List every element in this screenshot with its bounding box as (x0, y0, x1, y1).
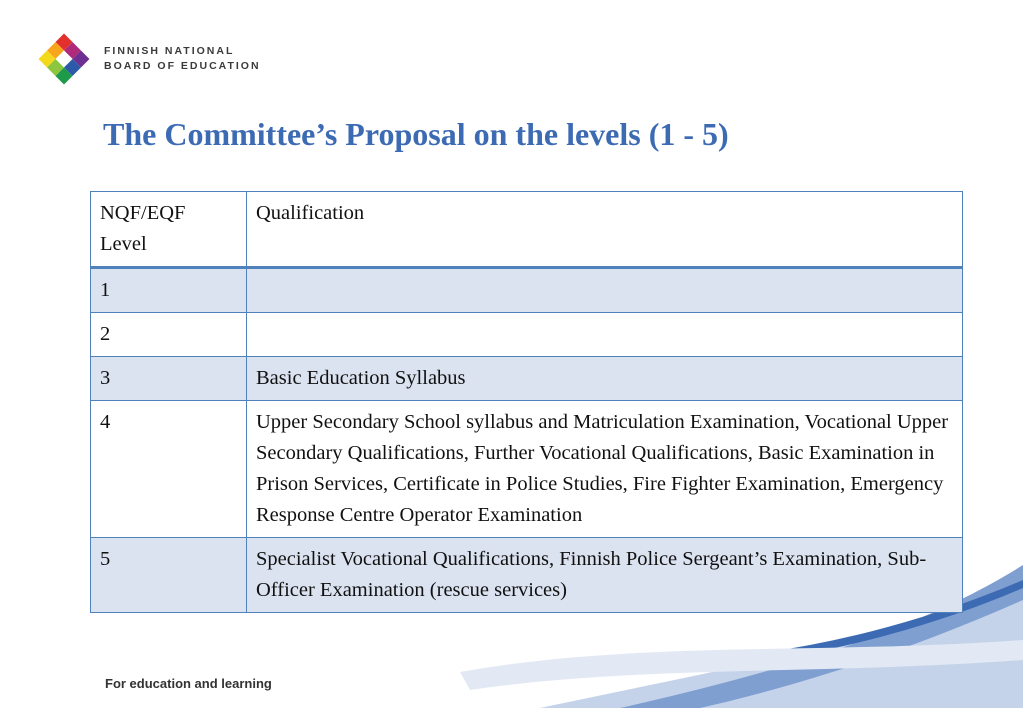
qualification-cell (247, 268, 963, 313)
level-cell: 1 (91, 268, 247, 313)
footer-tagline: For education and learning (105, 676, 272, 691)
qualification-cell: Basic Education Syllabus (247, 357, 963, 401)
fnbe-logo-icon (34, 31, 94, 87)
qualification-cell (247, 313, 963, 357)
org-line-2: BOARD OF EDUCATION (104, 60, 261, 72)
table-row (91, 313, 963, 357)
header-level: NQF/EQF Level (91, 192, 247, 268)
levels-table (90, 191, 963, 613)
table-header-row (91, 192, 963, 268)
level-cell: 2 (91, 313, 247, 357)
qualification-cell: Upper Secondary School syllabus and Matriculation Examination, Vocational Upper Secondary Qualifications, Further Vocational Qualifications, Basic Examination in Prison Services, Certificate in Police Studies, Fire Fighter Examination, Emergency Response Centre Operator Examination (247, 401, 963, 538)
table-row (91, 268, 963, 313)
header-qualification: Qualification (247, 192, 963, 268)
level-cell: 5 (91, 538, 247, 613)
level-cell: 4 (91, 401, 247, 538)
table-row (91, 538, 963, 613)
org-line-1: FINNISH NATIONAL (104, 45, 235, 57)
organization-name (104, 44, 261, 74)
table-row (91, 401, 963, 538)
slide-title: The Committee’s Proposal on the levels (1 - 5) (103, 116, 729, 152)
level-cell: 3 (91, 357, 247, 401)
table-row (91, 357, 963, 401)
qualification-cell: Specialist Vocational Qualifications, Finnish Police Sergeant’s Examination, Sub-Officer Examination (rescue services) (247, 538, 963, 613)
